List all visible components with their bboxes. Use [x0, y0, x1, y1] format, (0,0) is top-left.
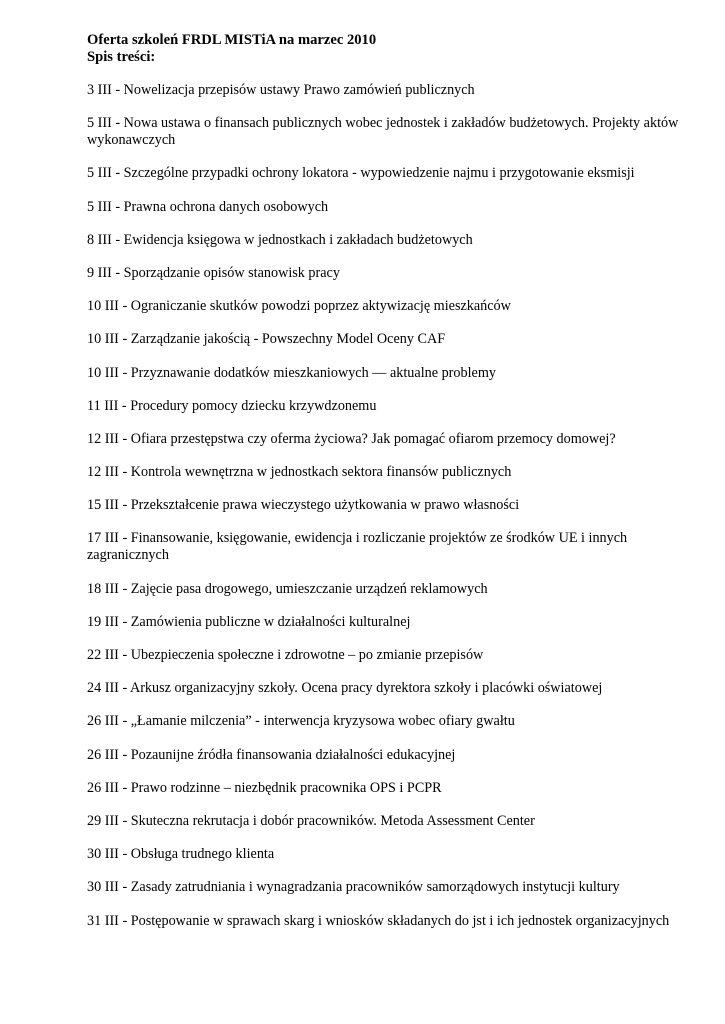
toc-entry: 10 III - Zarządzanie jakością - Powszechny Model Oceny CAF — [87, 331, 446, 348]
toc-entry: 30 III - Obsługa trudnego klienta — [87, 846, 275, 863]
toc-entry: 22 III - Ubezpieczenia społeczne i zdrowotne – po zmianie przepisów — [87, 647, 484, 663]
toc-entry: 12 III - Kontrola wewnętrzna w jednostkach sektora finansów publicznych — [87, 464, 512, 481]
toc-entry: 29 III - Skuteczna rekrutacja i dobór pracowników. Metoda Assessment Center — [87, 812, 535, 829]
toc-entry: 9 III - Sporządzanie opisów stanowisk pracy — [87, 264, 340, 281]
document-title: Oferta szkoleń FRDL MISTiA na marzec 2010 — [87, 32, 377, 48]
toc-entry: 26 III - Pozaunijne źródła finansowania działalności edukacyjnej — [87, 746, 456, 763]
toc-entry: 12 III - Ofiara przestępstwa czy oferma życiowa? Jak pomagać ofiarom przemocy domowej? — [87, 430, 616, 447]
toc-entry: 18 III - Zajęcie pasa drogowego, umieszczanie urządzeń reklamowych — [87, 580, 488, 597]
toc-entry: 3 III - Nowelizacja przepisów ustawy Prawo zamówień publicznych — [87, 82, 475, 98]
toc-entry: 10 III - Ograniczanie skutków powodzi poprzez aktywizację mieszkańców — [87, 298, 511, 315]
toc-entry: 26 III - „Łamanie milczenia” - interwencja kryzysowa wobec ofiary gwałtu — [87, 713, 515, 730]
toc-list — [87, 82, 687, 930]
toc-heading: Spis treści: — [87, 49, 156, 65]
toc-entry: 26 III - Prawo rodzinne – niezbędnik pracownika OPS i PCPR — [87, 779, 442, 796]
toc-entry: 11 III - Procedury pomocy dziecku krzywdzonemu — [87, 397, 377, 414]
toc-entry: 19 III - Zamówienia publiczne w działalności kulturalnej — [87, 613, 411, 630]
toc-entry: 15 III - Przekształcenie prawa wieczystego użytkowania w prawo własności — [87, 497, 520, 514]
toc-entry: 5 III - Szczególne przypadki ochrony lokatora - wypowiedzenie najmu i przygotowanie eksmisji — [87, 165, 635, 182]
toc-entry: 5 III - Nowa ustawa o finansach publicznych wobec jednostek i zakładów budżetowych. Projekty aktów wykonawczych — [87, 115, 679, 149]
toc-entry: 24 III - Arkusz organizacyjny szkoły. Ocena pracy dyrektora szkoły i placówki oświatowej — [87, 680, 603, 697]
toc-entry: 10 III - Przyznawanie dodatków mieszkaniowych — aktualne problemy — [87, 364, 496, 381]
toc-entry: 17 III - Finansowanie, księgowanie, ewidencja i rozliczanie projektów ze środków UE i innych zagranicznych — [87, 530, 628, 564]
toc-entry: 31 III - Postępowanie w sprawach skarg i wniosków składanych do jst i ich jednostek organizacyjnych — [87, 912, 670, 929]
document-page — [87, 32, 687, 946]
toc-entry: 30 III - Zasady zatrudniania i wynagradzania pracowników samorządowych instytucji kultury — [87, 879, 620, 896]
toc-entry: 8 III - Ewidencja księgowa w jednostkach i zakładach budżetowych — [87, 231, 473, 248]
toc-entry: 5 III - Prawna ochrona danych osobowych — [87, 198, 329, 215]
